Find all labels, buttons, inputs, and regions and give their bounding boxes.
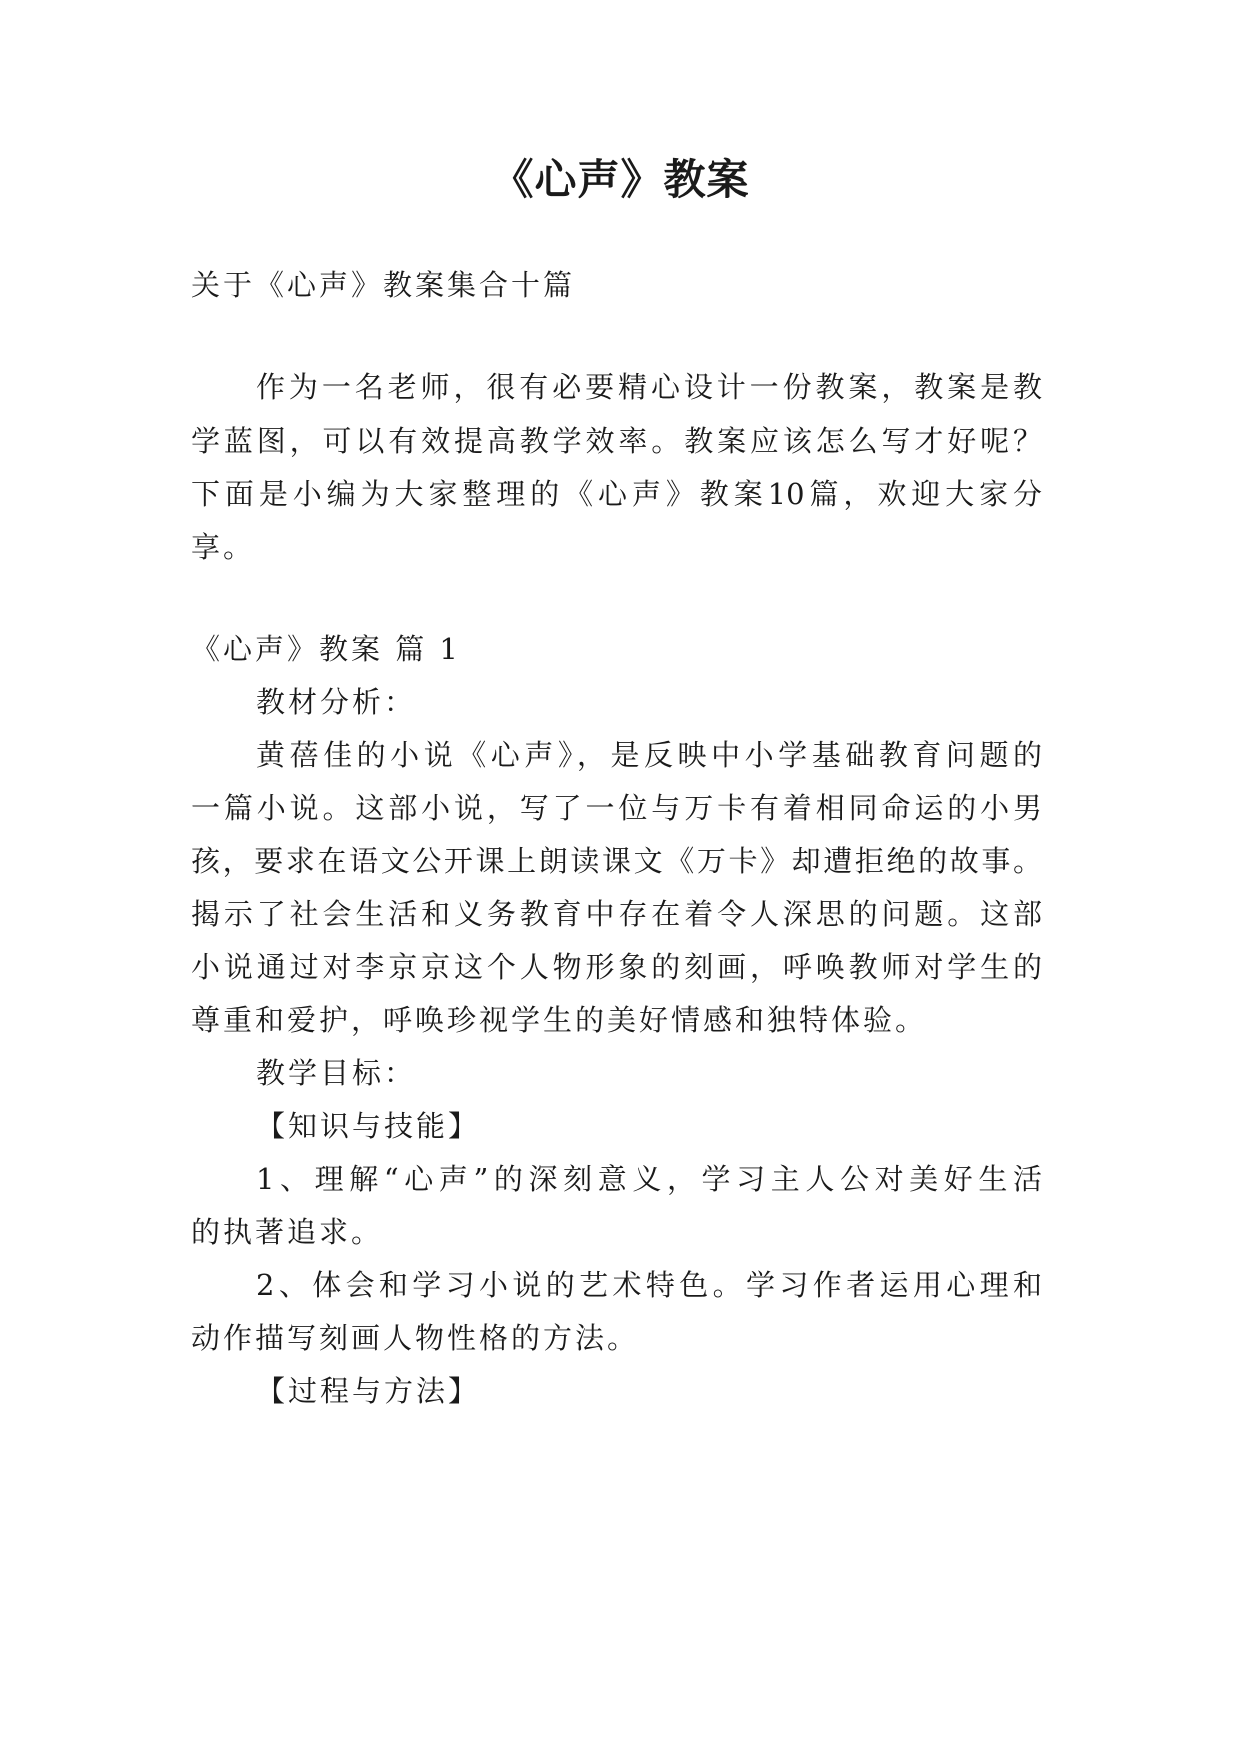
goals-heading: 教学目标： [256,1056,417,1090]
document-title: 《心声》教案 [491,155,750,204]
goal-line: 1、理解“心声”的深刻意义，学习主人公对美好生活 [256,1162,1042,1196]
intro-line: 作为一名老师，很有必要精心设计一份教案，教案是教 [256,370,1042,404]
material-line: 小说通过对李京京这个人物形象的刻画，呼唤教师对学生的 [191,950,1042,984]
material-line: 尊重和爱护，呼唤珍视学生的美好情感和独特体验。 [191,1003,928,1037]
goal-line: 动作描写刻画人物性格的方法。 [191,1321,640,1355]
material-heading: 教材分析： [256,685,417,719]
material-line: 黄蓓佳的小说《心声》，是反映中小学基础教育问题的 [256,738,1042,772]
material-line: 一篇小说。这部小说，写了一位与万卡有着相同命运的小男 [191,791,1042,825]
goal-line: 2、体会和学习小说的艺术特色。学习作者运用心理和 [256,1268,1042,1302]
knowledge-heading: 【知识与技能】 [256,1109,481,1143]
section-heading: 《心声》教案 篇 1 [191,632,461,666]
material-line: 揭示了社会生活和义务教育中存在着令人深思的问题。这部 [191,897,1042,931]
material-line: 孩，要求在语文公开课上朗读课文《万卡》却遭拒绝的故事。 [191,844,1042,878]
process-heading: 【过程与方法】 [256,1374,481,1408]
intro-line: 学蓝图，可以有效提高教学效率。教案应该怎么写才好呢？ [191,424,1042,458]
goal-line: 的执著追求。 [191,1215,384,1249]
document-subtitle: 关于《心声》教案集合十篇 [191,268,576,302]
intro-line: 享。 [191,530,256,564]
intro-line: 下面是小编为大家整理的《心声》教案10篇，欢迎大家分 [191,477,1042,511]
